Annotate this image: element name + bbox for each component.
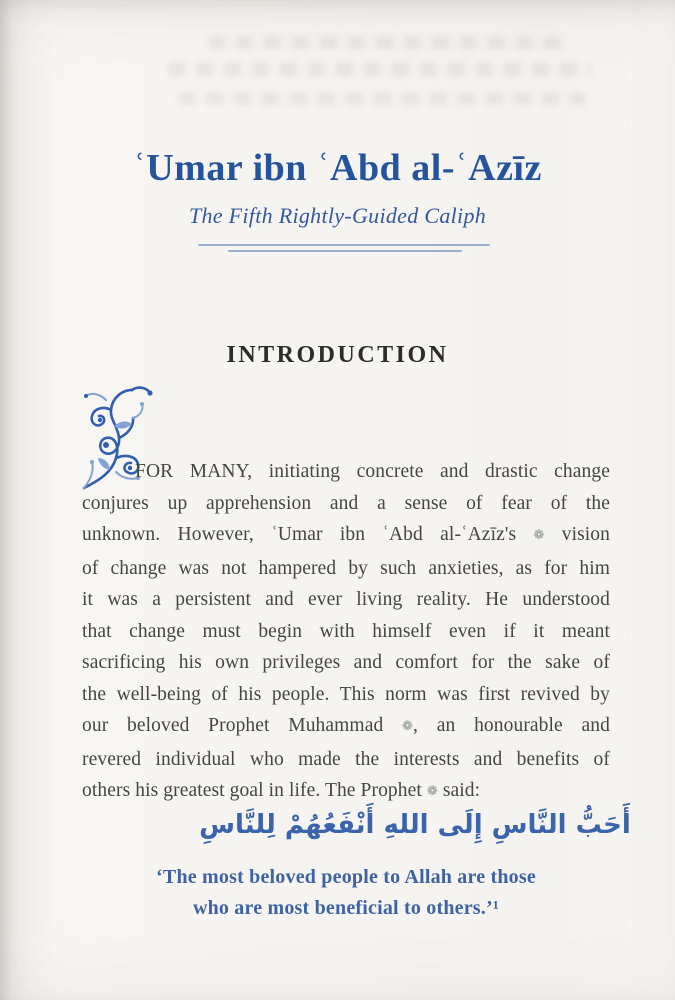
showthrough-band: [178, 92, 586, 105]
honorific-icon: ❁: [402, 719, 414, 734]
paragraph-line: that change must begin with himself even if it meant: [82, 620, 610, 642]
paragraph-text: said:: [437, 780, 481, 801]
hadith-translation-line: who are most beneficial to others.’¹: [192, 897, 500, 919]
paragraph-line: revered individual who made the interests and benefits of: [82, 748, 610, 770]
showthrough-band: [208, 36, 566, 49]
paragraph-text: , an honourable and: [413, 715, 610, 736]
paragraph-line: the well-being of his people. This norm was first revived by: [82, 683, 610, 705]
hadith-translation-line: ‘The most beloved people to Allah are those: [156, 866, 536, 888]
hadith-translation: [20, 862, 672, 924]
hadith-arabic-text: أَحَبُّ النَّاسِ إِلَى اللهِ أَنْفَعُهُمْ لِلنَّاسِ: [199, 810, 631, 840]
paragraph-line: conjures up apprehension and a sense of fear of the: [82, 492, 610, 514]
title-divider-bottom-rule: [228, 250, 462, 252]
title-divider-top-rule: [198, 244, 490, 246]
paragraph-text: others his greatest goal in life. The Prophet: [82, 780, 427, 801]
paragraph-text: our beloved Prophet Muhammad: [82, 715, 403, 736]
book-subtitle: The Fifth Rightly-Guided Caliph: [188, 203, 487, 228]
intro-paragraph: [82, 456, 610, 809]
honorific-icon: ❁: [533, 528, 545, 543]
paragraph-line: FOR MANY, initiating concrete and drastic change: [135, 461, 610, 482]
section-heading: INTRODUCTION: [226, 342, 449, 368]
paragraph-line: it was a persistent and ever living reality. He understood: [82, 589, 610, 610]
honorific-icon: ❁: [426, 784, 438, 799]
paragraph-line: [82, 519, 610, 553]
paragraph-line: [82, 710, 610, 744]
paragraph-line: of change was not hampered by such anxieties, as for him: [82, 557, 610, 579]
paragraph-text: unknown. However, ʿUmar ibn ʿAbd al-ʿAzīz's: [82, 524, 534, 545]
showthrough-band: [168, 62, 592, 77]
book-title: ʿUmar ibn ʿAbd al-ʿAzīz: [133, 147, 542, 189]
paragraph-line: sacrificing his own privileges and comfort for the sake of: [82, 652, 610, 673]
paragraph-text: vision: [544, 524, 611, 545]
